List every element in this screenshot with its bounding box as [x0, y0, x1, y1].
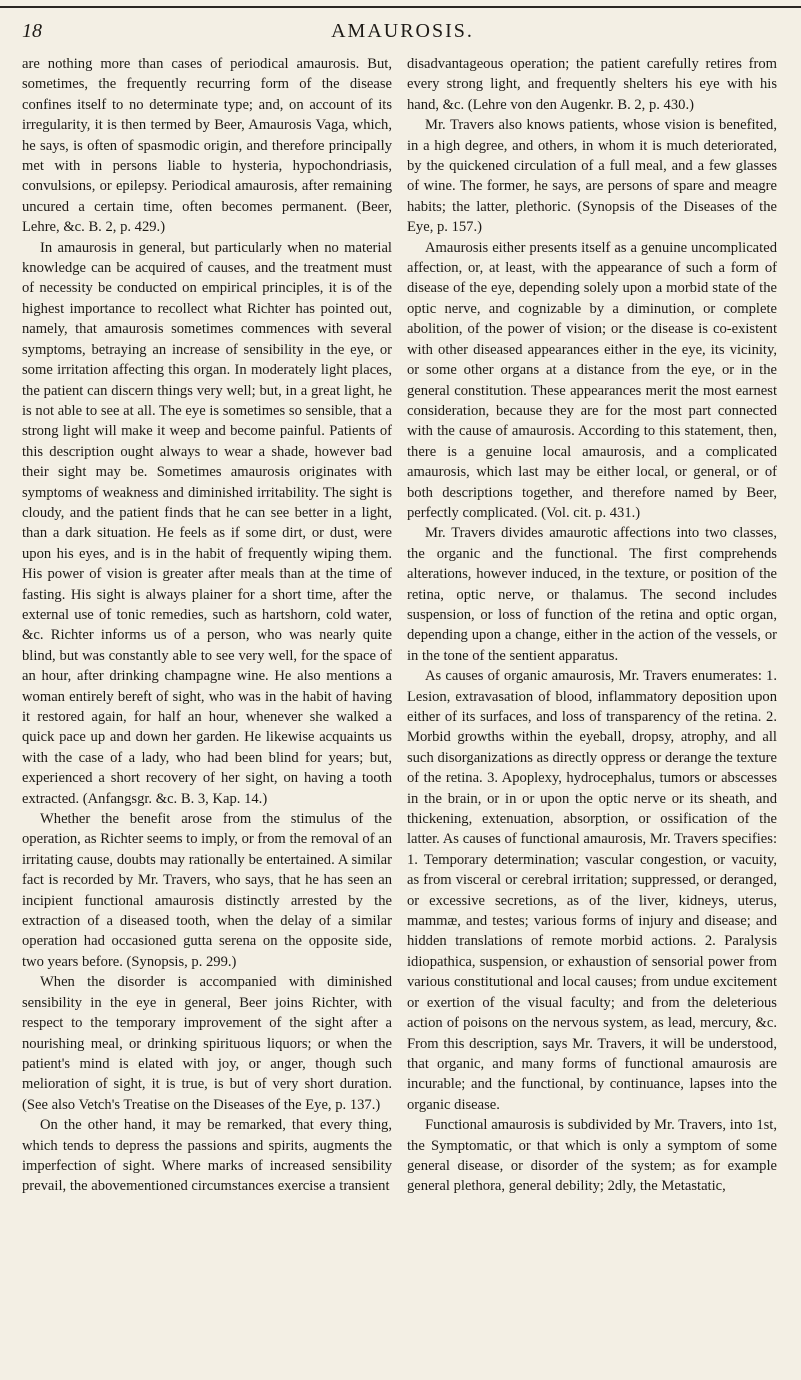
paragraph: On the other hand, it may be remarked, that every thing, which tends to depress the passions and spirits, augments the imperfection of sight. Where marks of increased sensibility prevail, the abovementioned circumstances exercise a transient	[22, 1117, 392, 1195]
right-column	[407, 54, 777, 1372]
paragraph: are nothing more than cases of periodical amaurosis. But, sometimes, the frequently recurring form of the disease confines itself to no determinate type; and, on account of its irregularity, it is then termed by Beer, Amaurosis Vaga, which, he says, is often of spasmodic origin, and therefore principally met with in persons liable to hysteria, hypochondriasis, convulsions, or epilepsy. Periodical amaurosis, after remaining uncured a certain time, often becomes permanent. (Beer, Lehre, &c. B. 2, p. 429.)	[22, 56, 392, 236]
paragraph: In amaurosis in general, but particularly when no material knowledge can be acquired of causes, and the treatment must of necessity be conducted on empirical principles, it is of the highest importance to recollect what Richter has pointed out, namely, that amaurosis sometimes commences with several symptoms, betraying an increase of sensibility in the eye, or some irritation affecting this organ. In moderately light places, the patient can discern things very well; but, in a great light, he is not able to see at all. The eye is sometimes so sensible, that a strong light will make it weep and become painful. Patients of this description ought always to wear a shade, however bad their sight may be. Sometimes amaurosis originates with symptoms of weakness and diminished irritability. The sight is cloudy, and the patient finds that he can see better in a light, than a dark situation. He feels as if some dirt, or dust, were upon his eyes, and is in the habit of frequently wiping them. His power of vision is greater after meals than at the time of fasting. His sight is always plainer for a short time, after the external use of tonic remedies, such as hartshorn, cold water, &c. Richter informs us of a person, who was nearly quite blind, but was constantly able to see very well, for the space of an hour, after drinking champagne wine. He also mentions a woman entirely bereft of sight, who was in the habit of having it restored again, for half an hour, whenever she walked a quick pace up and down her garden. He likewise acquaints us with the case of a lady, who had been blind for years; but, experienced a short recovery of her sight, on having a tooth extracted. (Anfangsgr. &c. B. 3, Kap. 14.)	[22, 239, 392, 807]
running-title: AMAUROSIS.	[331, 20, 474, 42]
paragraph: Mr. Travers also knows patients, whose vision is benefited, in a high degree, and others, in whom it is much deteriorated, by the quickened circulation of a full meal, and a few glasses of wine. The former, he says, are persons of spare and meagre habits; the latter, plethoric. (Synopsis of the Diseases of the Eye, p. 157.)	[407, 117, 777, 236]
page-header	[22, 14, 783, 48]
left-column	[22, 54, 392, 1372]
paragraph: Amaurosis either presents itself as a genuine uncomplicated affection, or, at least, with the appearance of such a form of disease of the eye, depending solely upon a morbid state of the optic nerve, and cognizable by a diminution, or complete abolition, of the power of vision; or the disease is co-existent with other diseased appearances either in the eye, its vicinity, or some other organs at a distance from the eye, or in the general constitution. These appearances merit the most earnest consideration, because they are for the most part connected with the cause of amaurosis. According to this statement, then, there is a genuine local amaurosis, and a complicated amaurosis, which last may be either local, or general, or of both descriptions together, and therefore named by Beer, perfectly complicated. (Vol. cit. p. 431.)	[407, 239, 777, 521]
paragraph: Whether the benefit arose from the stimulus of the operation, as Richter seems to imply, or from the removal of an irritating cause, doubts may rationally be entertained. A similar fact is recorded by Mr. Travers, who says, that he has seen an incipient functional amaurosis distinctly arrested by the extraction of a diseased tooth, when the delay of a similar operation had occasioned gutta serena on the opposite side, two years before. (Synopsis, p. 299.)	[22, 811, 392, 970]
page-number: 18	[22, 20, 42, 42]
paragraph: Mr. Travers divides amaurotic affections into two classes, the organic and the functional. The first comprehends alterations, however induced, in the texture, or position of the retina, optic nerve, or thalamus. The second includes suspension, or loss of function of the retina and optic organ, depending upon a change, either in the action of the vessels, or in the tone of the sentient apparatus.	[407, 525, 777, 664]
paragraph: As causes of organic amaurosis, Mr. Travers enumerates: 1. Lesion, extravasation of blood, inflammatory deposition upon either of its surfaces, and loss of transparency of the retina. 2. Morbid growths within the eyeball, dropsy, atrophy, and all such disorganizations as directly oppress or derange the texture of the retina. 3. Apoplexy, hydrocephalus, tumors or abscesses in the brain, or in or upon the optic nerve or its sheath, and thickening, extenuation, absorption, or ossification of the latter. As causes of functional amaurosis, Mr. Travers specifies: 1. Temporary determination; vascular congestion, or vacuity, as from visceral or cerebral irritation; suppressed, or deranged, or excessive secretions, as of the liver, kidneys, uterus, mammæ, and testes; various forms of injury and disease; and hidden translations of remote morbid actions. 2. Paralysis idiopathica, suspension, or exhaustion of sensorial power from various constitutional and local causes; from undue excitement or exertion of the visual faculty; and from the deleterious action of poisons on the nervous system, as lead, mercury, &c. From this description, says Mr. Travers, it will be understood, that organic, and many forms of functional amaurosis are incurable; and the functional, by continuance, lapses into the organic disease.	[407, 668, 777, 1113]
paragraph: Functional amaurosis is subdivided by Mr. Travers, into 1st, the Symptomatic, or that which is only a symptom of some general disease, or disorder of the system; as for example general plethora, general debility; 2dly, the Metastatic,	[407, 1117, 777, 1195]
paragraph: disadvantageous operation; the patient carefully retires from every strong light, and frequently shelters his eye with his hand, &c. (Lehre von den Augenkr. B. 2, p. 430.)	[407, 56, 777, 113]
top-rule	[0, 6, 801, 8]
paragraph: When the disorder is accompanied with diminished sensibility in the eye in general, Beer joins Richter, with respect to the temporary improvement of the sight after a nourishing meal, or drinking spirituous liquors; or when the patient's mind is elated with joy, or anger, though such melioration of sight, it is true, is but of very short duration. (See also Vetch's Treatise on the Diseases of the Eye, p. 137.)	[22, 974, 392, 1113]
